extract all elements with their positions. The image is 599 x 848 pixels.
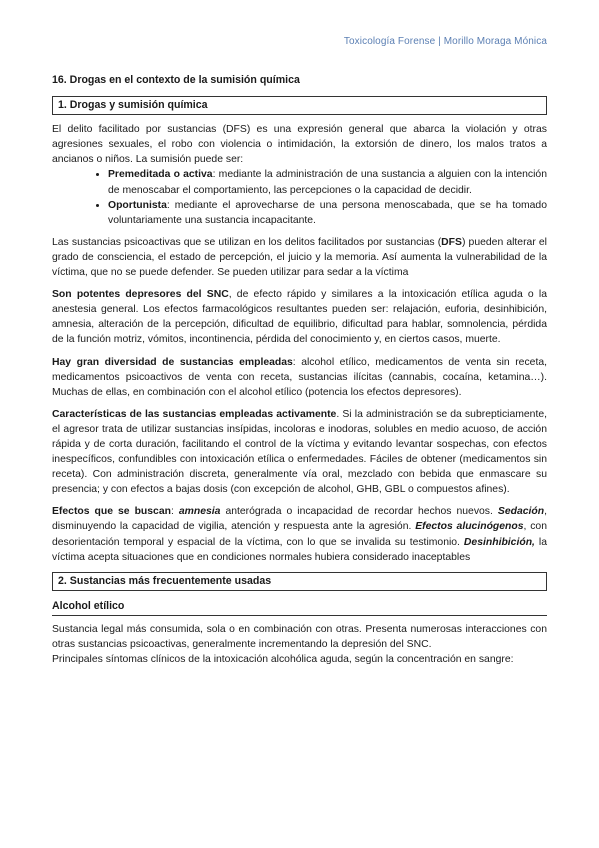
paragraph-text: , de efecto rápido y similares a la intoxicación etílica aguda o la anestesia general. Los efectos farmacológicos resultantes pueden ser: relajación, euforia, desinhibición, amnesia, alteración de la percepción, dificultad de equilibrio, dificultad para hablar, somnolencia, pérdida de la función motriz, vómitos, incontinencia, pérdida del conocimiento y, en ciertos casos, muerte. [52,289,547,346]
list-item-text: : mediante la administración de una sustancia a alguien con la intención de menoscabar el comportamiento, las percepciones o la capacidad de decidir. [108,169,547,196]
term-sedation: Sedación [497,506,545,518]
list-item-term: Oportunista [108,199,167,211]
term-amnesia: amnesia [178,506,221,518]
text-run: , con desorientación temporal y espacial de la víctima, con lo que se invalida su testimonio. [52,521,547,548]
paragraph-lead: Características de las sustancias empleadas activamente [52,408,337,420]
alcohol-subsection-heading: Alcohol etílico [52,599,547,616]
alcohol-paragraph: Sustancia legal más consumida, sola o en combinación con otras. Presenta numerosas interacciones con otras sustancias psicoactivas, generalmente incrementando la depresión del SNC. [52,623,547,650]
characteristics-paragraph [52,407,547,498]
paragraph-lead: Son potentes depresores del SNC [52,289,229,301]
paragraph-text: : alcohol etílico, medicamentos de venta sin receta, medicamentos psicoactivos de venta con receta, sustancias ilícitas (cannabis, cocaína, ketamina…). Muchas de ellas, en combinación con el alcohol etílico (potencia los efectos depresores). [52,356,547,398]
paragraph-text: . Si la administración se da subrepticiamente, el agresor trata de utilizar sustancias insípidas, incoloras e inodoras, solubles en medio acuoso, de acción rápida y de corta duración, facilitando el control de la víctima y evitando levantar sospechas, con efectos inespecíficos, confundibles con intoxicación etílica o enfermedades. Fáciles de obtener (medicamentos sin receta). Con administración discreta, generalmente vía oral, mezclado con bebida que enmascare su presencia; y con efectos a bajas dosis (con excepción de alcohol, GHB, GBL o compuestos afines). [52,408,548,496]
document-title: 16. Drogas en el contexto de la sumisión química [52,74,300,86]
submission-types-list [52,167,547,227]
text-run: la víctima acepta situaciones que en condiciones normales hubiera considerado inaceptables [52,536,547,563]
section-1-heading: 1. Drogas y sumisión química [52,96,547,115]
list-item [108,167,547,197]
cns-depressors-paragraph [52,287,547,347]
paragraph-lead: Hay gran diversidad de sustancias empleadas [52,356,293,368]
psychoactive-paragraph [52,235,547,280]
text-run: Las sustancias psicoactivas que se utilizan en los delitos facilitados por sustancias ( [52,236,442,248]
list-item-term: Premeditada o activa [108,169,213,181]
document-body [52,73,547,674]
intro-paragraph: El delito facilitado por sustancias (DFS) es una expresión general que abarca la violación y otras agresiones sexuales, el robo con violencia o intimidación, la extorsión de dinero, los malos tratos a ancianos o niños. La sumisión puede ser: [52,124,547,166]
paragraph-lead: Efectos que se buscan [52,506,171,518]
desired-effects-paragraph [52,504,547,564]
list-item-text: : mediante el aprovecharse de una persona menoscabada, que se ha tomado voluntariamente una sustancia incapacitante. [108,199,547,226]
substance-diversity-paragraph [52,355,547,400]
text-run: ) pueden alterar el grado de consciencia, el estado de percepción, el juicio y la memoria. Así aumenta la vulnerabilidad de la víctima, que no se puede defender. Se pueden utilizar para sedar a la víctima [52,236,547,279]
text-run: , disminuyendo la capacidad de vigilia, atención y respuesta ante la agresión. [52,506,547,533]
section-2-heading: 2. Sustancias más frecuentemente usadas [52,572,547,591]
list-item [108,198,547,228]
symptoms-intro-paragraph: Principales síntomas clínicos de la intoxicación alcohólica aguda, según la concentración en sangre: [52,654,514,666]
page-header: Toxicología Forense | Morillo Moraga Mónica [343,36,547,47]
text-run-bold: DFS [441,236,462,248]
term-disinhibition: Desinhibición, [463,536,535,548]
text-run: : [170,506,179,518]
text-run: anterógrada o incapacidad de recordar hechos nuevos. [220,506,498,518]
term-hallucinogenic: Efectos alucinógenos [415,521,524,533]
